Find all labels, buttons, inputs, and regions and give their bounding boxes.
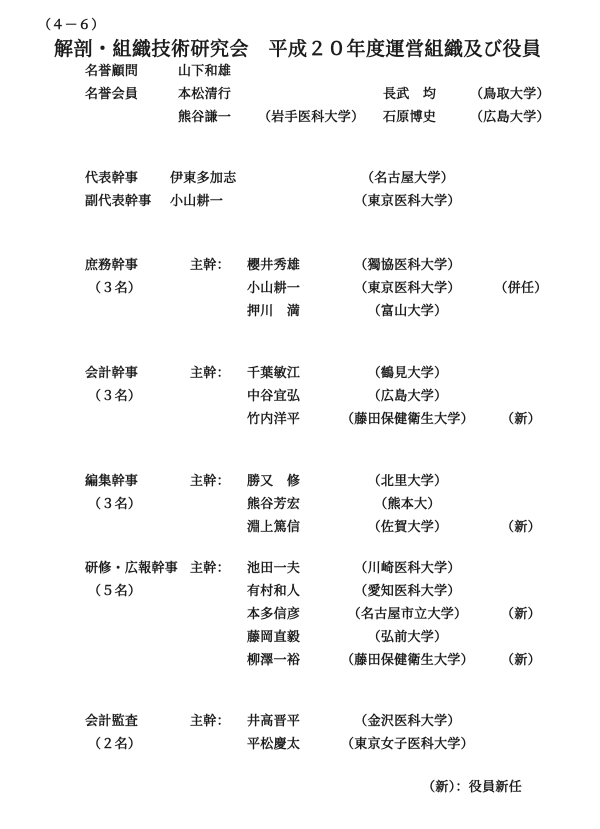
university-label: （広島大学） [367,389,448,404]
university-label: （名古屋大学） [360,171,455,186]
general-affairs-section [0,254,600,323]
cell-spacer [190,580,247,603]
cell-spacer [190,408,247,431]
editorial-section [0,470,600,539]
cell-spacer [190,733,247,756]
cell-spacer [190,300,247,323]
member-name: 押川 満 [247,304,301,319]
table-row [0,408,600,431]
table-row [0,60,600,83]
status-note: （新） [501,607,541,622]
cell-spacer [85,626,190,649]
member-name: 熊谷芳宏 [247,497,301,512]
status-note [490,626,552,649]
member-name: 熊谷謙一 [178,110,232,125]
role-label [85,106,178,129]
table-row [0,277,600,300]
university-label: （東京医科大学） [354,281,461,296]
member-name: 中谷宜弘 [247,389,301,404]
table-row [0,254,600,277]
member-name: 伊東多加志 [170,171,237,186]
university-label: （東京医科大学） [354,194,461,209]
table-row [0,603,600,626]
member-name: 小山耕一 [170,194,224,209]
university-label: （川崎医科大学） [354,561,461,576]
university-label: （岩手医科大学） [258,110,365,125]
member-name: 本松清行 [178,87,232,102]
university-label: （愛知医科大学） [354,584,461,599]
university-label: （藤田保健衛生大学） [340,412,474,427]
university-label [258,83,383,106]
university-label: （北里大学） [367,474,448,489]
university-label: （広島大学） [470,110,550,125]
role-label: 編集幹事 [85,474,139,489]
member-name: 本多信彦 [247,607,301,622]
status-note [490,362,552,385]
cell-spacer [190,277,247,300]
honorary-section [0,60,600,129]
status-note [490,470,552,493]
role-label: 会計幹事 [85,366,139,381]
page-number-label: （４－６） [38,18,105,33]
cell-spacer [85,300,190,323]
member-name: 池田一夫 [247,561,301,576]
university-label [258,60,383,83]
chief-label: 主幹： [190,474,230,489]
status-note [490,580,552,603]
table-row [0,516,600,539]
member-count-label: （５名） [88,584,142,599]
status-note [490,710,552,733]
university-label: （名古屋市立大学） [347,607,468,622]
member-name: 有村和人 [247,584,301,599]
member-name: 井高晋平 [247,714,301,729]
table-row [0,106,600,129]
member-name: 小山耕一 [247,281,301,296]
cell-spacer [85,408,190,431]
table-row [0,733,600,756]
table-row [0,83,600,106]
table-row [0,493,600,516]
role-label: 名誉会員 [85,87,139,102]
accounting-section [0,362,600,431]
status-note [490,493,552,516]
table-row [0,385,600,408]
cell-spacer [85,649,190,672]
status-note: （新） [501,653,541,668]
table-row [0,362,600,385]
university-label [470,60,580,83]
table-row [0,626,600,649]
university-label: （東京女子医科大学） [340,737,474,752]
member-name: 山下和雄 [178,64,232,79]
university-label: （鶴見大学） [367,366,448,381]
university-label: （藤田保健衛生大学） [340,653,474,668]
member-name: 石原博史 [383,110,437,125]
university-label: （弘前大学） [367,630,448,645]
member-name: 柳澤一裕 [247,653,301,668]
status-note: （新） [501,520,541,535]
member-name: 千葉敏江 [247,366,301,381]
status-note: （新） [501,412,541,427]
member-count-label: （３名） [88,389,142,404]
member-count-label: （２名） [88,737,142,752]
member-count-label: （３名） [88,497,142,512]
table-row [0,710,600,733]
representative-section [0,167,600,213]
member-name: 勝又 修 [247,474,301,489]
chief-label: 主幹： [190,714,230,729]
table-row [0,190,600,213]
cell-spacer [190,626,247,649]
chief-label: 主幹： [190,366,230,381]
cell-spacer [190,603,247,626]
chief-label: 主幹： [190,258,230,273]
status-note: （併任） [494,281,548,296]
table-row [0,167,600,190]
table-row [0,649,600,672]
role-label: 庶務幹事 [85,258,139,273]
member-name [383,60,470,83]
member-name: 淵上篤信 [247,520,301,535]
status-note [490,254,552,277]
university-label: （獨協医科大学） [354,258,461,273]
table-row [0,557,600,580]
university-label: （金沢医科大学） [354,714,461,729]
role-label: 代表幹事 [85,171,139,186]
cell-spacer [85,516,190,539]
table-row [0,470,600,493]
member-name: 平松慶太 [247,737,301,752]
cell-spacer [190,493,247,516]
cell-spacer [85,603,190,626]
university-label: （熊本大） [374,497,441,512]
role-label: 副代表幹事 [85,194,152,209]
status-note [490,557,552,580]
status-note [490,733,552,756]
table-row [0,300,600,323]
member-name: 藤岡直毅 [247,630,301,645]
cell-spacer [190,385,247,408]
document-title: 解剖・組織技術研究会 平成２０年度運営組織及び役員 [54,38,542,60]
status-note [490,385,552,408]
audit-section [0,710,600,756]
table-row [0,580,600,603]
cell-spacer [190,649,247,672]
cell-spacer [190,516,247,539]
training-publicity-section [0,557,600,672]
member-count-label: （３名） [88,281,142,296]
university-label: （鳥取大学） [470,87,550,102]
university-label: （富山大学） [367,304,448,319]
role-label: 会計監査 [85,714,139,729]
chief-label: 主幹： [190,561,230,576]
role-label: 研修・広報幹事 [85,561,179,576]
status-note [490,300,552,323]
university-label: （佐賀大学） [367,520,448,535]
role-label: 名誉顧問 [85,64,139,79]
member-name: 竹内洋平 [247,412,301,427]
member-name: 長武 均 [383,87,437,102]
legend-note: （新）：役員新任 [422,780,522,795]
member-name: 櫻井秀雄 [247,258,301,273]
